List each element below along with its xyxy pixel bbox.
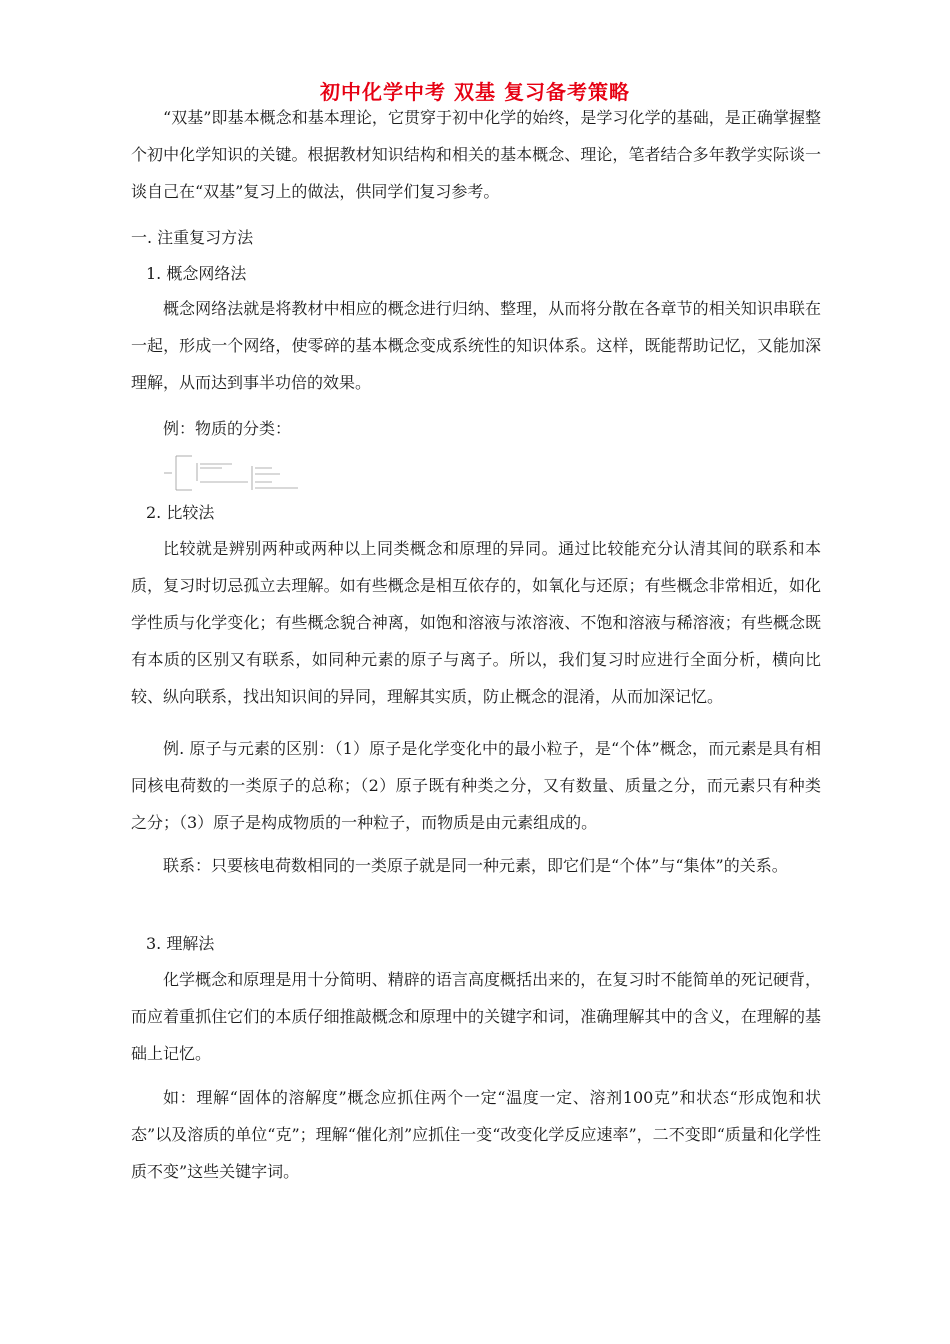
- method1-example: 例：物质的分类：: [163, 419, 292, 438]
- classification-diagram: [162, 452, 302, 494]
- intro-paragraph: “双基”即基本概念和基本理论，它贯穿于初中化学的始终，是学习化学的基础，是正确掌握整个初中化学知识的关键。根据教材知识结构和相关的基本概念、理论，笔者结合多年教学实际谈一谈自己在“双基”复习上的做法，供同学们复习参考。: [131, 108, 821, 201]
- method1-heading: 1. 概念网络法: [146, 264, 247, 283]
- method3-heading: 3. 理解法: [146, 934, 215, 953]
- method2-relation: 联系：只要核电荷数相同的一类原子就是同一种元素，即它们是“个体”与“集体”的关系。: [163, 856, 788, 875]
- method3-paragraph: 化学概念和原理是用十分简明、精辟的语言高度概括出来的，在复习时不能简单的死记硬背，而应着重抓住它们的本质仔细推敲概念和原理中的关键字和词，准确理解其中的含义，在理解的基础上记忆。: [131, 970, 821, 1063]
- method3-example: 如：理解“固体的溶解度”概念应抓住两个一定“温度一定、溶剂100克”和状态“形成饱和状态”以及溶质的单位“克”；理解“催化剂”应抓住一变“改变化学反应速率”，二不变即“质量和化学性质不变”这些关键字词。: [131, 1088, 821, 1181]
- section-heading: 一. 注重复习方法: [131, 228, 254, 247]
- method1-paragraph: 概念网络法就是将教材中相应的概念进行归纳、整理，从而将分散在各章节的相关知识串联在一起，形成一个网络，使零碎的基本概念变成系统性的知识体系。这样，既能帮助记忆，又能加深理解，从而达到事半功倍的效果。: [131, 299, 821, 392]
- method2-heading: 2. 比较法: [146, 503, 215, 522]
- method2-example: 例. 原子与元素的区别：（1）原子是化学变化中的最小粒子，是“个体”概念，而元素是具有相同核电荷数的一类原子的总称；（2）原子既有种类之分，又有数量、质量之分，而元素只有种类之分；（3）原子是构成物质的一种粒子，而物质是由元素组成的。: [131, 739, 821, 832]
- page-title: 初中化学中考 双基 复习备考策略: [320, 80, 630, 104]
- method2-paragraph: 比较就是辨别两种或两种以上同类概念和原理的异同。通过比较能充分认清其间的联系和本质，复习时切忌孤立去理解。如有些概念是相互依存的，如氧化与还原；有些概念非常相近，如化学性质与化学变化；有些概念貌合神离，如饱和溶液与浓溶液、不饱和溶液与稀溶液；有些概念既有本质的区别又有联系，如同种元素的原子与离子。所以，我们复习时应进行全面分析，横向比较、纵向联系，找出知识间的异同，理解其实质，防止概念的混淆，从而加深记忆。: [131, 539, 821, 706]
